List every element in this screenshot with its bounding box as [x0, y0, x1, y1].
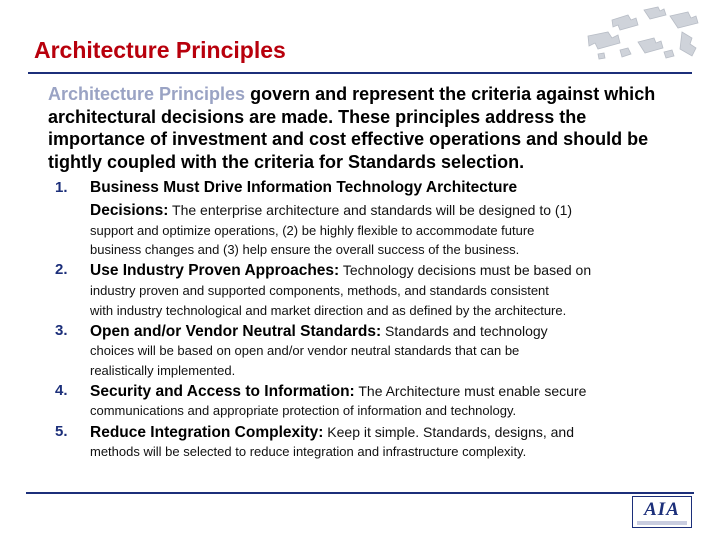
principle-heading: Open and/or Vendor Neutral Standards:: [90, 323, 382, 340]
principle-line: [90, 381, 586, 402]
principle-heading: Reduce Integration Complexity:: [90, 424, 324, 441]
intro-lead-term: Architecture Principles: [48, 84, 246, 104]
principle-text: choices will be based on open and/or vendor neutral standards that can be: [90, 343, 520, 358]
principle-text: Standards and technology: [381, 323, 548, 339]
logo-stripe: [637, 521, 687, 525]
principle-line: [90, 422, 574, 443]
principle-text: The Architecture must enable secure: [354, 383, 587, 399]
principle-text: with industry technological and market direction and as defined by the architecture.: [90, 303, 567, 318]
principle-line: [90, 321, 548, 342]
principle-text: industry proven and supported components, methods, and standards consistent: [90, 283, 549, 298]
principle-number: 1.: [55, 179, 68, 196]
principle-text: support and optimize operations, (2) be highly flexible to accommodate future: [90, 223, 535, 238]
logo-wordmark: AIA: [644, 499, 680, 520]
principle-line: [90, 178, 517, 198]
principle-heading: Business Must Drive Information Technology Architecture: [90, 179, 518, 196]
principle-text: Keep it simple. Standards, designs, and: [323, 424, 574, 440]
principle-text: business changes and (3) help ensure the overall success of the business.: [90, 242, 520, 257]
footer-divider: [26, 492, 694, 494]
principle-heading: Security and Access to Information:: [90, 383, 355, 400]
principle-heading-cont: Decisions:: [90, 202, 169, 219]
principle-text: methods will be selected to reduce integration and infrastructure complexity.: [90, 444, 527, 459]
intro-paragraph: [48, 83, 688, 174]
principle-text: The enterprise architecture and standards will be designed to (1): [168, 202, 573, 218]
principle-number: 3.: [55, 322, 68, 339]
intro-body: govern and represent the criteria against which architectural decisions are made. These principles address the importance of investment and cost effective operations and should be tightly coupled with the criteria for Standards selection.: [48, 84, 656, 173]
principle-text: realistically implemented.: [90, 363, 236, 378]
principle-heading: Use Industry Proven Approaches:: [90, 262, 340, 279]
principle-number: 5.: [55, 423, 68, 440]
title-divider: [28, 72, 692, 74]
slide-title: Architecture Principles: [34, 37, 286, 63]
principle-line: [90, 260, 591, 281]
principle-text: Technology decisions must be based on: [339, 262, 592, 278]
company-logo: [632, 496, 692, 528]
principle-line: [90, 200, 572, 221]
puzzle-pieces-icon: [578, 2, 714, 66]
principles-list: [0, 178, 720, 468]
principle-number: 2.: [55, 261, 68, 278]
principle-text: communications and appropriate protection of information and technology.: [90, 403, 517, 418]
principle-number: 4.: [55, 382, 68, 399]
